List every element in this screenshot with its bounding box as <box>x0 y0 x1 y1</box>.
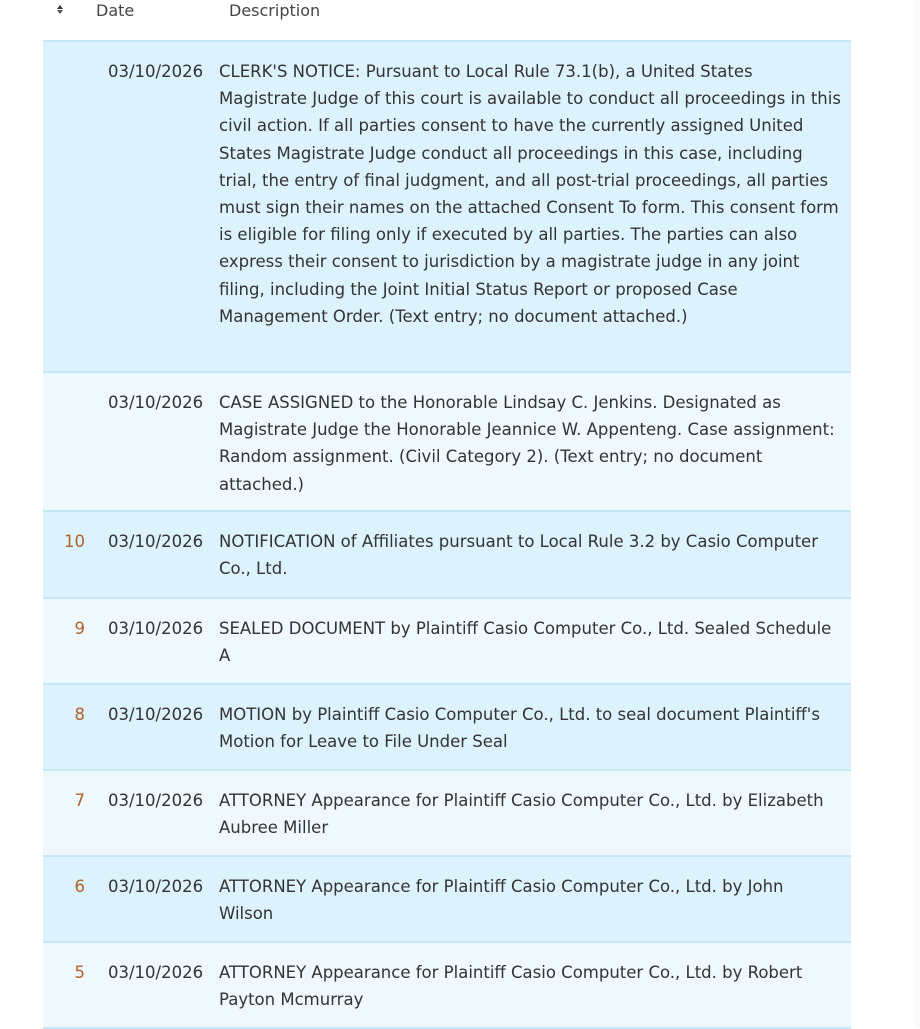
table-row <box>43 510 851 597</box>
sort-icon[interactable] <box>55 5 65 17</box>
table-row <box>43 40 851 371</box>
docket-number[interactable]: 6 <box>74 877 85 896</box>
entry-description: ATTORNEY Appearance for Plaintiff Casio Computer Co., Ltd. by Elizabeth Aubree Miller <box>219 791 824 838</box>
column-header-description[interactable]: Description <box>229 1 321 20</box>
docket-number[interactable]: 8 <box>74 705 85 724</box>
entry-description: ATTORNEY Appearance for Plaintiff Casio Computer Co., Ltd. by Robert Payton Mcmurray <box>219 963 803 1010</box>
entry-description: ATTORNEY Appearance for Plaintiff Casio Computer Co., Ltd. by John Wilson <box>219 877 784 924</box>
table-row <box>43 597 851 683</box>
entry-date: 03/10/2026 <box>108 393 204 412</box>
entry-date: 03/10/2026 <box>108 791 204 810</box>
docket-number[interactable]: 5 <box>74 963 85 982</box>
docket-number[interactable]: 10 <box>64 532 85 551</box>
docket-table <box>43 40 851 1029</box>
entry-description: SEALED DOCUMENT by Plaintiff Casio Computer Co., Ltd. Sealed Schedule A <box>219 619 832 666</box>
table-header <box>0 0 920 40</box>
entry-date: 03/10/2026 <box>108 62 204 81</box>
table-row <box>43 683 851 769</box>
docket-number[interactable]: 7 <box>74 791 85 810</box>
entry-date: 03/10/2026 <box>108 532 204 551</box>
table-row <box>43 855 851 941</box>
column-header-date[interactable]: Date <box>96 1 135 20</box>
entry-date: 03/10/2026 <box>108 877 204 896</box>
entry-description: NOTIFICATION of Affiliates pursuant to Local Rule 3.2 by Casio Computer Co., Ltd. <box>219 532 818 579</box>
table-row <box>43 371 851 510</box>
table-row <box>43 941 851 1027</box>
docket-number[interactable]: 9 <box>74 619 85 638</box>
table-row <box>43 769 851 855</box>
entry-date: 03/10/2026 <box>108 963 204 982</box>
scrollbar-track[interactable] <box>915 0 920 1028</box>
entry-description: CLERK'S NOTICE: Pursuant to Local Rule 73.1(b), a United States Magistrate Judge of this court is available to conduct all proceedings in this civil action. If all parties consent to have the currently assigned United States Magistrate Judge conduct all proceedings in this case, including trial, the entry of final judgment, and all post-trial proceedings, all parties must sign their names on the attached Consent To form. This consent form is eligible for filing only if executed by all parties. The parties can also express their consent to jurisdiction by a magistrate judge in any joint filing, including the Joint Initial Status Report or proposed Case Management Order. (Text entry; no document attached.) <box>219 62 841 326</box>
entry-description: CASE ASSIGNED to the Honorable Lindsay C. Jenkins. Designated as Magistrate Judge the Honorable Jeannice W. Appenteng. Case assignment: Random assignment. (Civil Category 2). (Text entry; no document attached.) <box>219 393 835 494</box>
entry-date: 03/10/2026 <box>108 705 204 724</box>
entry-date: 03/10/2026 <box>108 619 204 638</box>
entry-description: MOTION by Plaintiff Casio Computer Co., Ltd. to seal document Plaintiff's Motion for Leave to File Under Seal <box>219 705 820 752</box>
